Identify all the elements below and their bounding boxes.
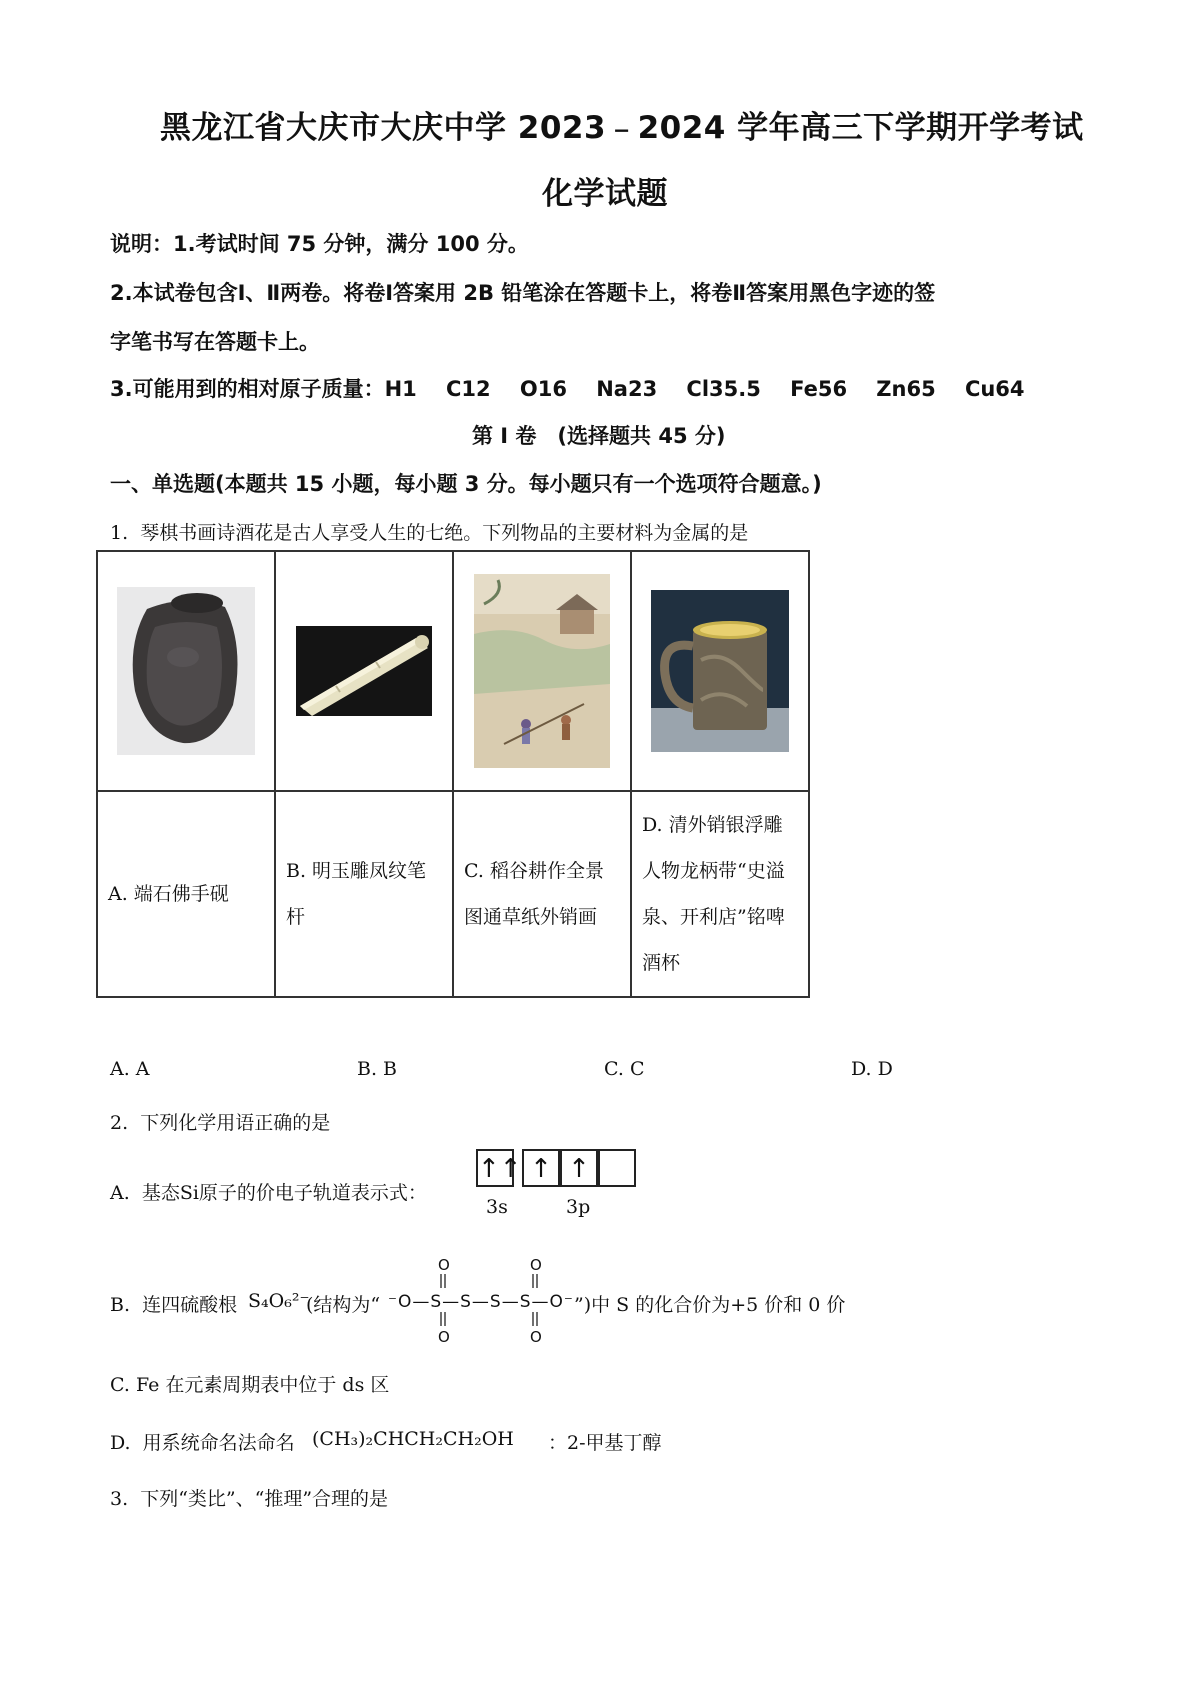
q1-answer-c[interactable]: C. C [604,1058,645,1080]
q2-option-a: A. 基态Si原子的价电子轨道表示式： [110,1182,427,1204]
instruction-line-2: 2.本试卷包含Ⅰ、Ⅱ两卷。将卷Ⅰ答案用 2B 铅笔涂在答题卡上，将卷Ⅱ答案用黑色字迹的签 [110,281,936,305]
svg-text:O: O [530,1328,542,1346]
exam-title: 黑龙江省大庆市大庆中学 2023﹣2024 学年高三下学期开学考试 [160,110,1084,146]
part-title: 一、单选题(本题共 15 小题，每小题 3 分。每小题只有一个选项符合题意。) [110,472,822,496]
inkstone-image [117,587,255,755]
orbital-label-3s: 3s [486,1196,508,1218]
silver-mug-image [651,590,789,752]
orbital-box-3p-2: ↑ [560,1149,598,1187]
orbital-box-3p-1: ↑ [522,1149,560,1187]
q2-option-b-suffix: ”)中 S 的化合价为+5 价和 0 价 [574,1294,846,1316]
q2-stem: 2. 下列化学用语正确的是 [110,1112,331,1134]
orbital-diagram [476,1149,646,1191]
orbital-box-3p-3 [598,1149,636,1187]
q1-image-cell-c [453,551,631,791]
svg-text:O: O [438,1328,450,1346]
orbital-label-3p: 3p [566,1196,591,1218]
painting-image [474,574,610,768]
orbital-box-3s: ↑↑ [476,1149,514,1187]
svg-text:O: O [438,1256,450,1274]
q2-option-b-mid: (结构为“ [306,1294,381,1316]
q1-option-label-c: C. 稻谷耕作全景图通草纸外销画 [453,791,631,997]
instruction-line-1: 说明：1.考试时间 75 分钟，满分 100 分。 [110,232,529,256]
q1-answer-b[interactable]: B. B [357,1058,398,1080]
q3-stem: 3. 下列“类比”、“推理”合理的是 [110,1488,389,1510]
q1-image-cell-d [631,551,809,791]
q1-image-cell-b [275,551,453,791]
q1-option-label-b: B. 明玉雕凤纹笔杆 [275,791,453,997]
q2-option-d-suffix: ：2-甲基丁醇 [548,1432,662,1454]
q1-image-cell-a [97,551,275,791]
q1-option-label-a: A. 端石佛手砚 [97,791,275,997]
sulfonate-double-bonds [392,1256,572,1346]
q2-option-d-formula: (CH₃)₂CHCH₂CH₂OH [312,1428,514,1450]
q1-options-table [96,550,810,998]
q2-option-b-prefix: B. 连四硫酸根 [110,1294,238,1316]
q1-option-label-d: D. 清外销银浮雕人物龙柄带“史溢泉、开利店”铭啤酒杯 [631,791,809,997]
svg-text:O: O [530,1256,542,1274]
q2-option-d-prefix: D. 用系统命名法命名 [110,1432,295,1454]
q2-option-b-structure: ⁻O—S—S—S—S—O⁻ [388,1292,574,1312]
q1-answer-d[interactable]: D. D [851,1058,893,1080]
volume-title: 第 I 卷 (选择题共 45 分) [472,424,726,448]
q2-option-b-formula: S₄O₆²⁻ [248,1290,310,1312]
jade-brush-image [296,626,432,716]
q1-stem: 1. 琴棋书画诗酒花是古人享受人生的七绝。下列物品的主要材料为金属的是 [110,522,749,544]
instruction-line-3: 字笔书写在答题卡上。 [110,330,320,354]
instruction-line-4: 3.可能用到的相对原子质量：H1 C12 O16 Na23 Cl35.5 Fe56 Zn65 Cu64 [110,377,1025,401]
q1-answer-a[interactable]: A. A [110,1058,150,1080]
q2-option-c: C. Fe 在元素周期表中位于 ds 区 [110,1374,390,1396]
exam-subtitle: 化学试题 [542,176,668,212]
